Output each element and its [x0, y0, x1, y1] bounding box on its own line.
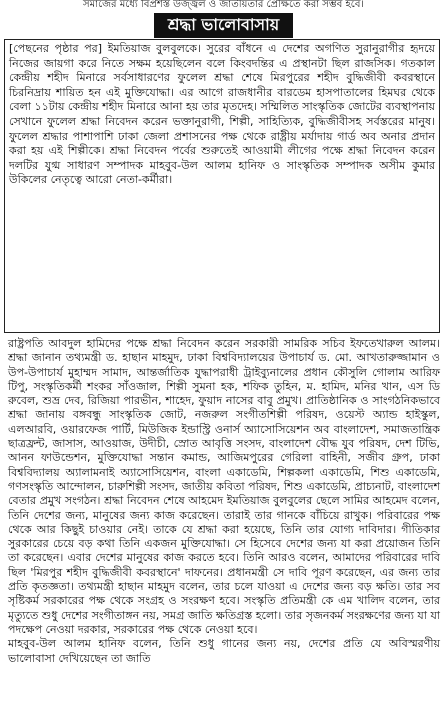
body-paragraph-2: মাহবুব-উল আলম হানিফ বলেন, তিনি শুধু গানের জন্য নয়, দেশের প্রতি যে অবিস্মরণীয় ভালোবাসা দেখিয়েছেন তা জাতি	[8, 637, 440, 665]
body-paragraph-1: রাষ্ট্রপতি আবদুল হামিদের পক্ষে শ্রদ্ধা নিবেদন করেন সরকারী সামরিক সচিব ইফতেখারুল আলম। শ্রদ্ধা জানান তথ্যমন্ত্রী ড. হাছান মাহমুদ, ঢাকা বিশ্ববিদ্যালয়ের উপাচার্য ড. মো. আখতারুজ্জামান ও উপ-উপাচার্য মুহাম্মদ সামাদ, আন্তর্জাতিক যুদ্ধাপরাধী ট্রাইব্যুনালের প্রধান কৌসুলি গোলাম আরিফ টিপু, সংস্কৃতিকর্মী শংকর সাঁওজাল, শিল্পী সুমনা হক, শফিক তুহিন, ম. হামিদ, মনির খান, এস ডি রুবেল, শুভ্র দেব, রিজিয়া পারভীন, শাহেদ, ফুয়াদ নাসের বাবু প্রমুখ। প্রাতিষ্ঠানিক ও সাংগঠনিকভাবে শ্রদ্ধা জানায় বঙ্গবন্ধু সাংস্কৃতিক জোট, নজরুল সংগীতশিল্পী পরিষদ, ওয়েস্ট অ্যান্ড হাইস্কুল, এলআরবি, ওয়ারফেজ পার্টি, মিউজিক ইন্ডাস্ট্রি ওনার্স অ্যাসোসিয়েশন অব বাংলাদেশ, সমাজতান্ত্রিক ছাত্রফ্রন্ট, জাসাস, আওয়াজ, উদীচী, স্রোত আবৃত্তি সংসদ, বাংলাদেশ বৌদ্ধ যুব পরিষদ, দেশ টিভি, আনন ফাউন্ডেশন, মুক্তিযোদ্ধা সন্তান কমান্ড, আজিমপুরের গেরিলা বাহিনী, সজীব গ্রুপ, ঢাকা বিশ্ববিদ্যালয় অ্যালামনাই অ্যাসোসিয়েশন, বাংলা একাডেমি, শিল্পকলা একাডেমি, শিশু একাডেমি, গণসংস্কৃতি আন্দোলন, চারুশিল্পী সংসদ, জাতীয় কবিতা পরিষদ, শিশু একাডেমি, প্রাচ্যনাট, বাংলাদেশ বেতার প্রমুখ সংগঠন। শ্রদ্ধা নিবেদন শেষে আহমেদ ইমতিয়াজ বুলবুলের ছেলে সামির আহমেদ বলেন, তিনি দেশের জন্য, মানুষের জন্য কাজ করেছেন। তারাই তার গানকে বাঁচিয়ে রাখুক। পরিবারের পক্ষ থেকে আর কিছুই চাওয়ার নেই। তাকে যে শ্রদ্ধা করা হয়েছে, তিনি তার যোগ্য দাবিদার। গীতিকার সুরকারের চেয়ে বড় কথা তিনি একজন মুক্তিযোদ্ধা। সে হিসেবে দেশের জন্য যা করা প্রয়োজন তিনি তা করেছেন। এবার দেশের মানুষের কাজ করতে হবে। তিনি আরও বলেন, আমাদের পরিবারের দাবি ছিল 'মিরপুর শহীদ বুদ্ধিজীবী কবরস্থানে' দাফনের। প্রধানমন্ত্রী সে দাবি পূরণ করেছেন, এর জন্য তার প্রতি কৃতজ্ঞতা। তথ্যমন্ত্রী হাছান মাহমুদ বলেন, তার চলে যাওয়া এ দেশের জন্য বড় ক্ষতি। তার সব সৃষ্টিকর্ম সরকারের পক্ষ থেকে সংগ্রহ ও সংরক্ষণ হবে। সংস্কৃতি প্রতিমন্ত্রী কে এম খালিদ বলেন, তার মৃত্যুতে শুধু দেশের সংগীতাঙ্গন নয়, সমগ্র জাতি ক্ষতিগ্রস্ত হলো। তার সৃজনকর্ম সংরক্ষণের জন্য যা যা পদক্ষেপ নেওয়া দরকার, সরকারের পক্ষ থেকে নেওয়া হবে।	[8, 337, 440, 636]
boxed-lead-section	[4, 39, 440, 333]
article-headline: শ্রদ্ধা ভালোবাসায়	[154, 13, 293, 38]
lead-paragraph: [পেছনের পৃষ্ঠার পর] ইমতিয়াজ বুলবুলকে। সুরের বাঁধনে এ দেশের অগণিত সুরানুরাগীর হৃদয়ে নিজের জায়গা করে নিতে সক্ষম হয়েছিলেন বলে কিংবদন্তির এ প্রস্থানটা ছিল রাজসিক। গতকাল কেন্দ্রীয় শহীদ মিনারে সর্বসাধারণের ফুলেল শ্রদ্ধা শেষে মিরপুরের শহীদ বুদ্ধিজীবী কবরস্থানে চিরনিদ্রায় শায়িত হন এই মুক্তিযোদ্ধা। এর আগে রাজধানীর বারডেম হাসপাতালের হিমঘর থেকে বেলা ১১টায় কেন্দ্রীয় শহীদ মিনারে আনা হয় তার মৃতদেহ। সম্মিলিত সাংস্কৃতিক জোটের ব্যবস্থাপনায় সেখানে ফুলেল শ্রদ্ধা নিবেদন করেন ভক্তানুরাগী, শিল্পী, সাহিত্যিক, বুদ্ধিজীবীসহ সর্বস্তরের মানুষ। ফুলেল শ্রদ্ধার পাশাপাশি ঢাকা জেলা প্রশাসনের পক্ষ থেকে রাষ্ট্রীয় মর্যাদায় গার্ড অব অনার প্রদান করা হয় এই শিল্পীকে। শ্রদ্ধা নিবেদন পর্বের শুরুতেই আওয়ামী লীগের পক্ষে শ্রদ্ধা নিবেদন করেন দলটির যুগ্ম সাধারণ সম্পাদক মাহবুব-উল আলম হানিফ ও সাংস্কৃতিক সম্পাদক অসীম কুমার উকিলের নেতৃত্বে আরো নেতা-কর্মীরা।	[9, 42, 435, 187]
clipped-line-text: সমাজের মধ্যে বিপ্রশস্ত উজ্জ্বল ও জাতীয়তার প্রেক্ষিতে করা সম্ভব হবে।	[83, 0, 364, 10]
article-body	[4, 337, 444, 714]
headline-container	[0, 12, 447, 38]
clipped-previous-line	[0, 0, 447, 12]
